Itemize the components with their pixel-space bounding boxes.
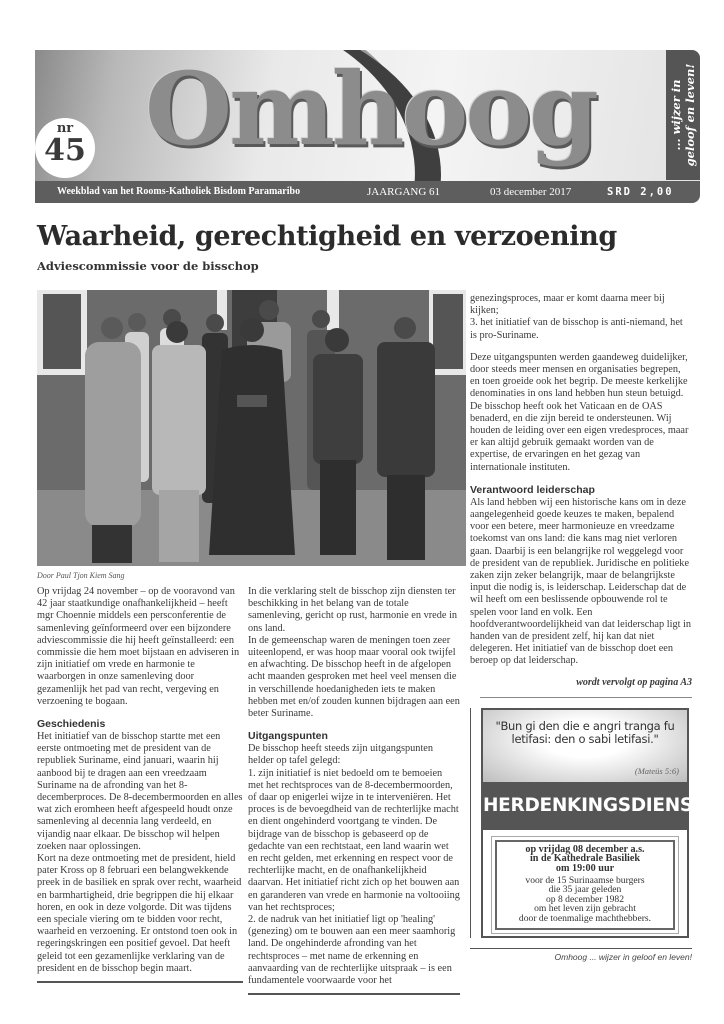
subheadline: Adviescommissie voor de bisschop <box>37 259 259 273</box>
ad-frame <box>470 708 706 938</box>
issue-badge <box>35 118 95 178</box>
ad-line: door de toenmalige machthebbers. <box>518 912 652 924</box>
headline: Waarheid, gerechtigheid en verzoening <box>37 221 617 252</box>
article-paragraph: Het initiatief van de bisschop startte met een eerste ontmoeting met de president van de republiek Suriname, eind januari, waarin hij aanbood bij te dragen aan een vreedzaam Suriname na de afronding van het 8-decemberproces. De 8-decembermoorden en alles wat zich eromheen heeft afgespeeld houdt onze samenleving al decennia lang verdeeld, en vijandig naar elkaar. De bisschop wil helpen zoeken naar oplossingen. <box>37 731 243 852</box>
masthead <box>35 50 700 203</box>
section-heading-geschiedenis: Geschiedenis <box>37 718 106 731</box>
ad-line: om 19:00 uur <box>555 862 615 874</box>
footer-slogan: Omhoog ... wijzer in geloof en leven! <box>554 951 692 962</box>
section-heading-verantwoord-leiderschap: Verantwoord leiderschap <box>470 483 595 496</box>
slogan-line: ... wijzer in <box>669 79 683 151</box>
ad-line: voor de 15 Surinaamse burgers <box>525 874 645 886</box>
ad-line: die 35 jaar geleden <box>548 884 622 896</box>
article-paragraph: Kort na deze ontmoeting met de president, hield pater Kross op 8 februari een belangwekkende preek in de basiliek en sprak over recht, waarheid en barmhartigheid, drie begrippen die hij elkaar horen, en ook in deze volgorde. Dit was tijdens een speciale viering om te bidden voor recht, waarheid en verzoening. Er ontstond toen ook in regeringskringen een positief gevoel. Dat heeft geleid tot een gezamenlijke verklaring van de president en de bisschop begin maart. <box>37 853 242 974</box>
masthead-infobar <box>35 181 700 203</box>
ad-quote-reference: (Mateüs 5:6) <box>634 765 679 776</box>
article-paragraph: 3. het initiatief van de bisschop is anti-niemand, het is pro-Suriname. <box>470 317 683 341</box>
article-column-1 <box>37 586 243 983</box>
issue-date: 03 december 2017 <box>490 186 572 198</box>
slogan-strip <box>666 50 700 180</box>
article-paragraph: Deze uitgangspunten werden gaandeweg duidelijker, door steeds meer mensen en organisaties begrepen, en toen groeide ook het begrip. De meeste kerkelijke denominaties in ons land hebben hun steun betuigd. De bisschop heeft ook het Vaticaan en de OAS benaderd, en die zijn bereid te ondersteunen. Wij houden de leiding over een eigen vredesproces, maar er kan altijd gebruik gemaakt worden van de expertise, de ervaringen en het gezag van internationale instituten. <box>470 351 689 473</box>
masthead-subtitle: Weekblad van het Rooms-Katholiek Bisdom Paramaribo <box>57 186 301 197</box>
column-divider <box>37 981 243 983</box>
memorial-service-ad <box>481 708 706 938</box>
price: SRD 2,00 <box>607 186 674 198</box>
article-column-2 <box>248 586 460 995</box>
photo-caption: Door Paul Tjon Kiem Sang <box>37 571 125 580</box>
article-paragraph: In de gemeenschap waren de meningen toen zeer uiteenlopend, er was hoop maar vooral ook twijfel en afwachting. De bisschop heeft in de afgelopen acht maanden gesproken met heel veel mensen die in verschillende hoedanigheden iets te maken hebben met en/of zouden kunnen bijdragen aan een beter Suriname. <box>248 634 460 720</box>
photo-window-pane <box>43 294 81 369</box>
photo-window-pane <box>433 294 463 369</box>
ad-line: op vrijdag 08 december a.s. <box>525 843 645 855</box>
article-intro: Op vrijdag 24 november – op de vooravond van 42 jaar staatkundige onafhankelijkheid – heeft mgr Choennie middels een persconferentie de samenleving geïnformeerd over een bijzondere adviescommissie die hij heeft geïnstalleerd: een commissie die hem moet bijstaan en adviseren in zijn initiatief om vrede en harmonie te waarborgen in onze samenleving door gezamenlijk het pad van recht, vergeving en verzoening te bogaan. <box>37 586 240 707</box>
article-paragraph: Als land hebben wij een historische kans om in deze aangelegenheid goede keuzes te maken, bepalend voor een betere, meer harmonieuze en vreedzame toekomst van ons land: die kans mag niet verloren gaan. Daarbij is een belangrijke rol weggelegd voor de president van de republiek. Juridische en politieke zaken zijn zeker belangrijk, maar de belangrijkste input die nodig is, is leiderschap. Leiderschap dat de wil heeft om een beslissende opbouwende rol te spelen voor land en volk. Een hoofdverantwoordelijkheid van dat leiderschap ligt in handen van de president zelf, hij kan dat niet delegeren. Het initiatief van de bisschop doet een beroep op dat leiderschap. <box>470 496 692 667</box>
article-column-3 <box>470 293 706 963</box>
article-paragraph: De bisschop heeft steeds zijn uitgangspunten helder op tafel gelegd: <box>248 743 434 767</box>
ad-line: op 8 december 1982 <box>545 893 625 905</box>
divider <box>480 697 692 698</box>
issue-number: 45 <box>44 133 86 168</box>
ad-quote: "Bun gi den die e angri tranga fu letifasi: den o sabi letifasi." <box>495 718 675 746</box>
newspaper-logo: Omhoog <box>145 50 596 168</box>
article-paragraph: genezingsproces, maar er komt daarna meer bij kijken; <box>470 293 665 317</box>
ad-line: in de Kathedrale Basiliek <box>529 853 641 865</box>
ad-line: om het leven zijn gebracht <box>534 903 636 915</box>
column-divider <box>248 993 460 995</box>
photo-person-bishop <box>209 318 295 555</box>
section-heading-uitgangspunten: Uitgangspunten <box>248 730 328 743</box>
article-paragraph: In die verklaring stelt de bisschop zijn diensten ter beschikking in het belang van de totale samenleving, gericht op rust, harmonie en vrede in ons land. <box>248 586 458 634</box>
issue-label: nr <box>56 121 74 136</box>
volume: JAARGANG 61 <box>367 186 441 198</box>
footer-divider <box>470 948 692 949</box>
continued-link[interactable]: wordt vervolgt op pagina A3 <box>576 676 692 688</box>
slogan-line: geloof en leven! <box>683 63 697 167</box>
photo-person <box>313 328 363 555</box>
photo-person <box>152 321 206 562</box>
group-photo <box>37 290 466 566</box>
ad-quote-box <box>483 710 687 782</box>
ad-details <box>495 840 675 930</box>
ad-title: HERDENKINGSDIENST <box>483 782 687 830</box>
article-paragraph: 2. de nadruk van het initiatief ligt op 'healing' (genezing) om te bouwen aan een meer saamhorig land. De ongehinderde afronding van het rechtsproces – met name de erkenning en aanvaarding van de rechterlijke uitspraak – is een fundamentele voorwaarde voor het <box>248 914 456 987</box>
slogan <box>666 50 700 180</box>
article-paragraph: 1. zijn initiatief is niet bedoeld om te bemoeien met het rechtsproces van de 8-decembermoorden, of daar op enigerlei wijze in te interveniëren. Het proces is de bevoegdheid van de rechterlijke macht en dient ongehinderd voortgang te vinden. De bijdrage van de bisschop is gebaseerd op de gedachte van een rechtstaat, een land waarin wet en recht gelden, met erkenning en respect voor de rechterlijke macht, en de onafhankelijkheid daarvan. Het initiatief richt zich op het bouwen aan en garanderen van vrede en harmonie na voltooiing van het rechtsproces; <box>248 767 460 913</box>
